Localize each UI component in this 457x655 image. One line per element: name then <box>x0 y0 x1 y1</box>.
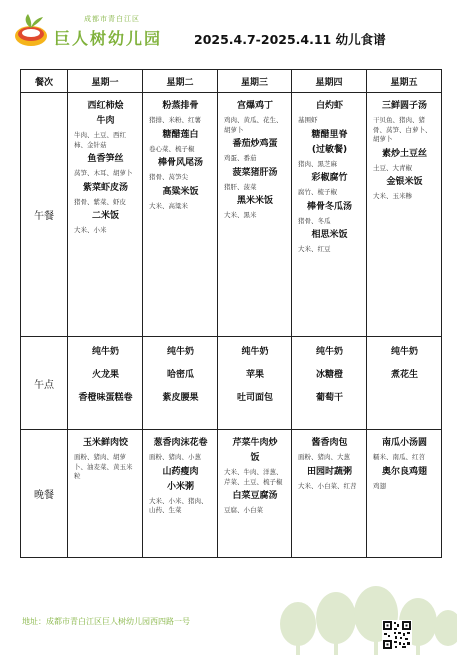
menu-cell <box>143 430 218 558</box>
dish-name: 南瓜小汤圆 <box>381 438 427 448</box>
menu-cell <box>292 93 367 337</box>
dish-name: 相思米饭 <box>311 230 348 240</box>
dish-name: 鱼香笋丝 <box>87 154 124 164</box>
dish-name: 香橙味蛋糕卷 <box>78 393 133 403</box>
dish-name: 白菜豆腐汤 <box>232 491 278 501</box>
ingredient-list: 大米、玉米糁 <box>373 192 412 200</box>
dish-name: 奥尔良鸡翅 <box>381 466 427 477</box>
ingredient-list: 大米、牛肉、洋葱、芹菜、土豆、梳子椒 <box>224 468 283 486</box>
ingredient-list: 猪骨、莴笋尖 <box>149 173 188 181</box>
menu-cell <box>367 93 442 337</box>
dish-name: 金银米饭 <box>386 177 423 187</box>
ingredient-list: 糯米、南瓜、红苕 <box>373 453 425 461</box>
ingredient-list: 大米、小米、猪肉、山药、生菜 <box>149 496 208 514</box>
table-row <box>21 93 442 337</box>
dish-name: 菠菜猪肝汤 <box>232 167 278 178</box>
ingredient-list: 猪排、米粉、红薯 <box>149 116 201 124</box>
meal-label: 午餐 <box>21 93 68 337</box>
dish-name: 火龙果 <box>91 370 119 380</box>
dish-name: 西红柿烩 <box>87 101 124 111</box>
ingredient-list: 猪肝、菠菜 <box>224 182 257 191</box>
page-title: 2025.4.7-2025.4.11 幼儿食谱 <box>194 32 386 47</box>
day-header: 星期四 <box>292 70 367 93</box>
dish-name: 棒骨冬瓜汤 <box>306 201 352 212</box>
dish-name: 三鲜圆子汤 <box>381 101 427 111</box>
dish-name: 宫爆鸡丁 <box>236 101 273 111</box>
menu-cell <box>143 93 218 337</box>
dish-name: 粉蒸排骨 <box>162 101 199 111</box>
dish-name: 芹菜牛肉炒 <box>232 438 278 448</box>
menu-table <box>20 69 442 558</box>
logo-name: 巨人树幼儿园 <box>54 29 163 48</box>
ingredient-list: 猪肉、黑芝麻 <box>298 159 337 168</box>
dish-name: (过敏餐) <box>311 144 348 155</box>
ingredient-list: 基围虾 <box>298 116 318 124</box>
dish-name: 糖醋里脊 <box>311 129 348 140</box>
dish-name: 二米饭 <box>91 211 119 221</box>
day-header: 星期五 <box>367 70 442 93</box>
dish-name: 小米粥 <box>166 481 194 492</box>
ingredient-list: 鸡肉、黄瓜、花生、胡萝卜 <box>224 116 283 134</box>
ingredient-list: 猪骨、紫菜、虾皮 <box>74 197 126 206</box>
meal-label: 晚餐 <box>21 430 68 558</box>
day-header: 星期二 <box>143 70 218 93</box>
dish-name: 素炒土豆丝 <box>381 148 427 159</box>
dish-name: 紫皮腰果 <box>162 393 199 403</box>
day-header: 星期三 <box>218 70 292 93</box>
dish-name: 纯牛奶 <box>166 347 194 357</box>
meal-column-header: 餐次 <box>21 70 68 93</box>
menu-cell <box>292 430 367 558</box>
ingredient-list: 面粉、猪肉、胡萝卜、油麦菜、黄玉米粒 <box>74 453 133 480</box>
day-header: 星期一 <box>68 70 143 93</box>
dish-name: 冰糖橙 <box>315 370 343 380</box>
dish-name: 高粱米饭 <box>162 186 199 197</box>
dish-name: 黑米米饭 <box>236 196 273 206</box>
dish-name: 白灼虾 <box>315 101 343 111</box>
dish-name: 吐司面包 <box>236 393 273 403</box>
menu-cell <box>143 337 218 430</box>
tree-leaf-logo-icon <box>12 12 50 48</box>
ingredient-list: 腐竹、梳子椒 <box>298 188 337 196</box>
menu-cell <box>68 93 143 337</box>
tree-silhouette-icon <box>258 584 457 655</box>
ingredient-list: 莴笋、木耳、胡萝卜 <box>74 169 133 177</box>
dish-name: 纯牛奶 <box>91 347 119 357</box>
menu-cell <box>218 337 292 430</box>
dish-name: 彩椒腐竹 <box>311 173 348 183</box>
menu-cell <box>218 93 292 337</box>
logo-district: 成都市青白江区 <box>84 15 140 23</box>
dish-name: 糖醋莲白 <box>162 129 199 140</box>
meal-label: 午点 <box>21 337 68 430</box>
dish-name: 棒骨风尾汤 <box>157 158 203 168</box>
dish-name: 哈密瓜 <box>166 370 194 380</box>
dish-name: 玉米鲜肉饺 <box>82 438 128 448</box>
ingredient-list: 大米、小米 <box>74 226 107 234</box>
ingredient-list: 豆腐、小白菜 <box>224 506 263 514</box>
ingredient-list: 大米、高粱米 <box>149 201 188 210</box>
menu-cell <box>218 430 292 558</box>
dish-name: 纯牛奶 <box>390 347 418 357</box>
menu-cell <box>68 337 143 430</box>
ingredient-list: 牛肉、土豆、西红柿、金针菇 <box>74 131 126 149</box>
menu-cell <box>367 337 442 430</box>
dish-name: 葱香肉沫花卷 <box>153 438 208 448</box>
ingredient-list: 土豆、大青椒 <box>373 163 412 172</box>
table-row <box>21 430 442 558</box>
dish-name: 田园时蔬粥 <box>306 466 352 477</box>
dish-name: 饭 <box>250 453 260 463</box>
kindergarten-logo <box>12 8 167 52</box>
menu-cell <box>292 337 367 430</box>
ingredient-list: 大米、黑米 <box>224 211 257 219</box>
menu-cell <box>367 430 442 558</box>
footer-address: 地址：成都市青白江区巨人树幼儿园西四路一号 <box>22 617 190 626</box>
dish-name: 纯牛奶 <box>241 347 269 357</box>
ingredient-list: 猪骨、冬瓜 <box>298 216 331 225</box>
dish-name: 紫菜虾皮汤 <box>82 182 128 193</box>
dish-name: 酱香肉包 <box>311 438 348 448</box>
ingredient-list: 卷心菜、梳子椒 <box>149 144 195 153</box>
ingredient-list: 面粉、猪肉、大葱 <box>298 453 350 461</box>
page-header <box>0 0 457 66</box>
table-header-row <box>21 70 442 93</box>
ingredient-list: 鸡蛋、番茄 <box>224 154 257 162</box>
ingredient-list: 干贝鱼、猪肉、猪骨、莴笋、白萝卜、胡萝卜 <box>373 116 432 143</box>
ingredient-list: 面粉、猪肉、小葱 <box>149 453 201 461</box>
dish-name: 牛肉 <box>96 116 115 126</box>
ingredient-list: 鸡翅 <box>373 481 386 490</box>
menu-cell <box>68 430 143 558</box>
dish-name: 山药瘦肉 <box>162 466 199 477</box>
ingredient-list: 大米、红豆 <box>298 245 331 253</box>
dish-name: 纯牛奶 <box>315 347 343 357</box>
table-row <box>21 337 442 430</box>
dish-name: 番茄炒鸡蛋 <box>232 139 278 149</box>
dish-name: 煮花生 <box>390 370 418 380</box>
dish-name: 苹果 <box>245 370 264 380</box>
dish-name: 葡萄干 <box>315 393 343 403</box>
qr-code-icon <box>382 620 412 650</box>
ingredient-list: 大米、小白菜、红苕 <box>298 481 357 490</box>
